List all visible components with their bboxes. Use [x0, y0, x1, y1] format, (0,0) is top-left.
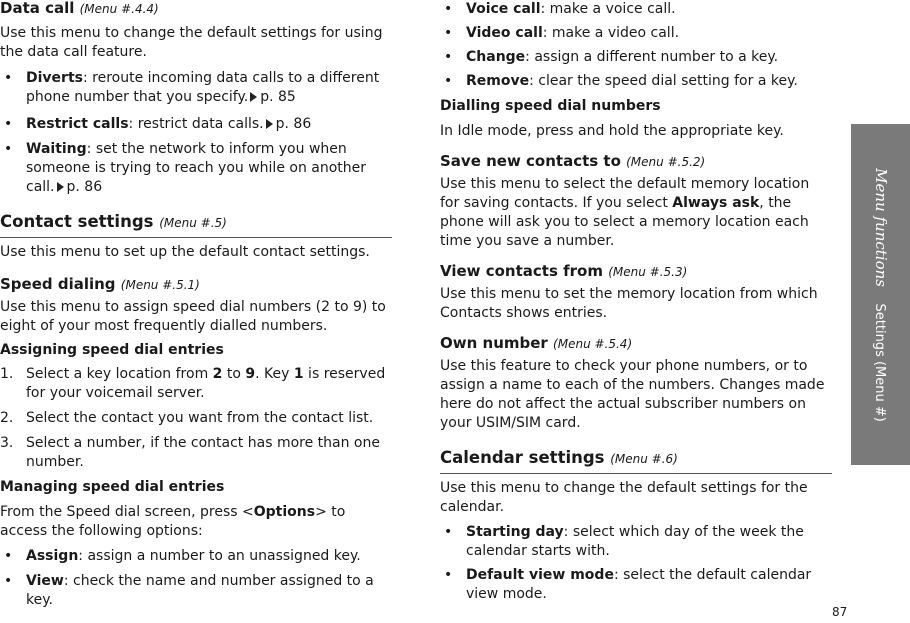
list-item: • Starting day: select which day of the week the calendar starts with. [444, 524, 804, 559]
menu-code: (Menu #.6) [610, 452, 678, 466]
options-list [0, 547, 392, 610]
list-item: • Assign: assign a number to an unassigned key. [4, 548, 361, 564]
own-number-heading: Own number (Menu #.5.4) [440, 334, 633, 352]
right-column [440, 0, 832, 604]
contact-settings-desc: Use this menu to set up the default contact settings. [0, 244, 370, 260]
left-column [0, 0, 392, 610]
own-number-desc: Use this feature to check your phone numbers, or to assign a name to each of the numbers. Changes made here do not affect the actual subscriber numbers on your USIM/SIM card. [440, 358, 825, 431]
menu-code: (Menu #.5.2) [626, 155, 706, 169]
list-item: • Waiting: set the network to inform you when someone is trying to reach you while on another call. p. 86 [4, 141, 367, 195]
page-ref-arrow-icon [266, 119, 273, 129]
list-item: 3. Select a number, if the contact has more than one number. [0, 435, 380, 470]
menu-code: (Menu #.5) [159, 216, 227, 230]
section-title: Data call [0, 0, 75, 17]
page-number: 87 [832, 605, 848, 619]
data-call-list [0, 69, 392, 197]
page-ref-arrow-icon [57, 182, 64, 192]
managing-desc: From the Speed dial screen, press <Options> to access the following options: [0, 504, 346, 539]
menu-code: (Menu #.5.1) [120, 278, 200, 292]
list-item: • View: check the name and number assigned to a key. [4, 573, 374, 608]
speed-dialing-desc: Use this menu to assign speed dial numbers (2 to 9) to eight of your most frequently dialled numbers. [0, 299, 386, 334]
calendar-desc: Use this menu to change the default settings for the calendar. [440, 480, 808, 515]
list-item: • Remove: clear the speed dial setting for a key. [444, 73, 798, 89]
side-tab-section: Menu functions [871, 167, 890, 287]
managing-subheading: Managing speed dial entries [0, 479, 225, 495]
page-ref-arrow-icon [250, 92, 257, 102]
side-tab-label [872, 168, 890, 422]
list-item: • Voice call: make a voice call. [444, 1, 676, 17]
menu-code: (Menu #.5.3) [608, 265, 688, 279]
list-item: • Change: assign a different number to a key. [444, 49, 779, 65]
assign-steps [0, 365, 392, 472]
menu-code: (Menu #.5.4) [553, 337, 633, 351]
speed-dialing-heading: Speed dialing (Menu #.5.1) [0, 275, 200, 293]
menu-code: (Menu #.4.4) [79, 2, 159, 16]
page-ref: p. 86 [275, 116, 312, 132]
assigning-subheading: Assigning speed dial entries [0, 342, 224, 358]
dialling-subheading: Dialling speed dial numbers [440, 98, 661, 114]
list-item: • Restrict calls: restrict data calls. p. 86 [4, 116, 312, 132]
section-side-tab [851, 124, 910, 465]
list-item: • Diverts: reroute incoming data calls to a different phone number that you specify. p. 85 [4, 70, 380, 105]
save-new-desc: Use this menu to select the default memory location for saving contacts. If you select Always ask, the phone will ask you to select a memory location each time you save a number. [440, 176, 810, 249]
options-list-continued [440, 0, 832, 91]
calendar-settings-heading: Calendar settings (Menu #.6) [440, 447, 832, 474]
dialling-desc: In Idle mode, press and hold the appropriate key. [440, 123, 784, 139]
list-item: 2. Select the contact you want from the contact list. [0, 410, 374, 426]
list-item: • Video call: make a video call. [444, 25, 680, 41]
calendar-list [440, 523, 832, 604]
contact-settings-heading: Contact settings (Menu #.5) [0, 211, 392, 238]
side-tab-subsection: Settings (Menu #) [871, 303, 887, 422]
data-call-desc: Use this menu to change the default settings for using the data call feature. [0, 25, 383, 60]
page-ref: p. 86 [66, 179, 103, 195]
page-ref: p. 85 [260, 89, 296, 105]
data-call-heading [0, 0, 392, 19]
list-item: 1. Select a key location from 2 to 9. Key 1 is reserved for your voicemail server. [0, 366, 386, 401]
view-from-heading: View contacts from (Menu #.5.3) [440, 262, 688, 280]
save-new-heading: Save new contacts to (Menu #.5.2) [440, 152, 706, 170]
list-item: • Default view mode: select the default calendar view mode. [444, 567, 812, 602]
view-from-desc: Use this menu to set the memory location from which Contacts shows entries. [440, 286, 818, 321]
